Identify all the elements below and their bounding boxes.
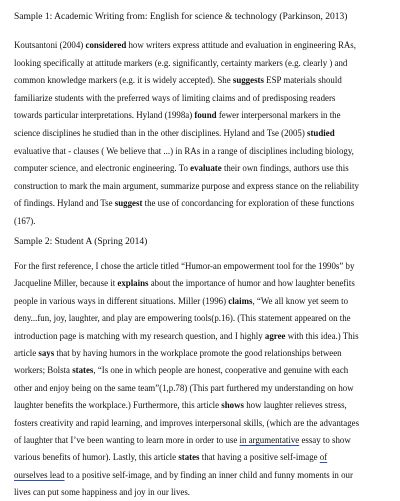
text-line xyxy=(14,125,386,143)
underlined-text: in argumentative xyxy=(239,434,300,445)
text-run: that having a positive self-image xyxy=(199,452,320,463)
text-run: common knowledge markers (e.g. it is widely accepted). She xyxy=(14,75,233,86)
text-line xyxy=(14,432,386,449)
bold-verb: evaluate xyxy=(190,163,222,174)
text-line xyxy=(14,345,386,362)
text-run: to a positive self-image, and by finding an inner child and funny moments in our xyxy=(64,469,353,480)
text-run: , “We all know yet seem to xyxy=(252,295,349,306)
text-run: introduction page is matching with my research question, and I highly xyxy=(14,330,265,341)
text-line xyxy=(14,213,386,231)
text-run: towards particular interpretations. Hyland (1998a) xyxy=(14,110,195,121)
text-line xyxy=(14,362,386,379)
bold-verb: states xyxy=(178,452,200,463)
text-line xyxy=(14,37,386,55)
underlined-text: of xyxy=(319,452,328,463)
underlined-text: ourselves lead xyxy=(14,469,65,480)
text-line xyxy=(14,275,386,292)
bold-verb: studied xyxy=(307,127,335,138)
text-run: construction to mark the main argument, summarize purpose and express stance on the reliability xyxy=(14,180,359,191)
text-run: people in various ways in different situations. Miller (1996) xyxy=(14,295,229,306)
text-run: the use of concordancing for exploration of these functions xyxy=(142,198,355,209)
text-run: looking specifically at attitude markers (e.g. significantly, certainty markers (e.g. clearly ) and xyxy=(14,57,348,68)
text-run: laughter benefits the workplace.) Furthermore, this article xyxy=(14,400,222,411)
text-run: (167). xyxy=(14,215,36,226)
bold-verb: suggests xyxy=(232,75,264,86)
bold-verb: claims xyxy=(228,295,253,306)
text-run: how laughter relieves stress, xyxy=(243,400,347,411)
text-run: deny...fun, joy, laughter, and play are empowering tools(p.16). (This statement appeared on the xyxy=(14,313,351,324)
text-line xyxy=(14,467,386,484)
sample-1-heading: Sample 1: Academic Writing from: English for science & technology (Parkinson, 2013) xyxy=(14,12,348,22)
text-run: that by having humors in the workplace promote the good relationships between xyxy=(54,347,342,358)
text-run: their own findings, authors use this xyxy=(221,163,349,174)
text-run: essay to show xyxy=(299,434,351,445)
text-run: evaluative that - clauses ( We believe that ...) in RAs in a range of disciplines including biology, xyxy=(14,145,354,156)
text-line xyxy=(14,90,386,108)
text-run: computer science, and electronic engineering. To xyxy=(14,163,191,174)
text-line xyxy=(14,107,386,125)
sample-2-paragraph xyxy=(14,258,386,501)
text-run: fosters creativity and rapid learning, and improves interpersonal skills, (which are the advantages xyxy=(14,417,360,428)
bold-verb: considered xyxy=(85,40,127,50)
text-run: For the first reference, I chose the article titled “Humor-an empowerment tool for the 1990s” by xyxy=(14,261,355,271)
text-line xyxy=(14,72,386,90)
text-run: article xyxy=(14,347,39,358)
bold-verb: explains xyxy=(117,278,149,289)
text-line xyxy=(14,484,386,501)
text-run: fewer interpersonal markers in the xyxy=(216,110,341,121)
text-line xyxy=(14,415,386,432)
text-line xyxy=(14,55,386,73)
text-run: ESP materials should xyxy=(263,75,342,86)
text-line xyxy=(14,143,386,161)
text-run: how writers express attitude and evaluation in engineering RAs, xyxy=(126,40,356,50)
text-run: Koutsantoni (2004) xyxy=(14,40,86,50)
text-line xyxy=(14,160,386,178)
text-run: of findings. Hyland and Tse xyxy=(14,198,115,209)
bold-verb: agree xyxy=(264,330,286,341)
text-run: workers; Bolsta xyxy=(14,365,73,376)
text-line xyxy=(14,397,386,414)
text-line xyxy=(14,328,386,345)
text-line xyxy=(14,449,386,466)
text-line xyxy=(14,258,386,275)
text-line xyxy=(14,178,386,196)
bold-verb: states xyxy=(72,365,94,376)
text-run: Jacqueline Miller, because it xyxy=(14,278,118,289)
text-run: various benefits of humor). Lastly, this article xyxy=(14,452,179,463)
text-run: familiarize students with the preferred ways of limiting claims and of predisposing readers xyxy=(14,92,336,103)
text-run: of laughter that I’ve been wanting to learn more in order to use xyxy=(14,434,240,445)
text-line xyxy=(14,195,386,213)
text-line xyxy=(14,380,386,397)
bold-verb: suggest xyxy=(114,198,143,209)
text-run: about the importance of humor and how laughter benefits xyxy=(148,278,355,289)
text-run: , “Is one in which people are honest, cooperative and genuine with each xyxy=(93,365,349,376)
sample-2-heading: Sample 2: Student A (Spring 2014) xyxy=(14,237,148,247)
bold-verb: says xyxy=(38,347,55,358)
sample-1-paragraph xyxy=(14,37,386,231)
text-run: other and enjoy being on the same team”(1,p.78) (This part furthered my understanding on how xyxy=(14,382,354,393)
text-line xyxy=(14,293,386,310)
text-run: lives can put some happiness and joy in our lives. xyxy=(14,487,190,498)
text-line xyxy=(14,310,386,327)
bold-verb: shows xyxy=(221,400,244,411)
text-run: science disciplines he studied than in the other disciplines. Hyland and Tse (2005) xyxy=(14,127,308,138)
bold-verb: found xyxy=(194,110,217,121)
text-run: with this idea.) This xyxy=(285,330,359,341)
